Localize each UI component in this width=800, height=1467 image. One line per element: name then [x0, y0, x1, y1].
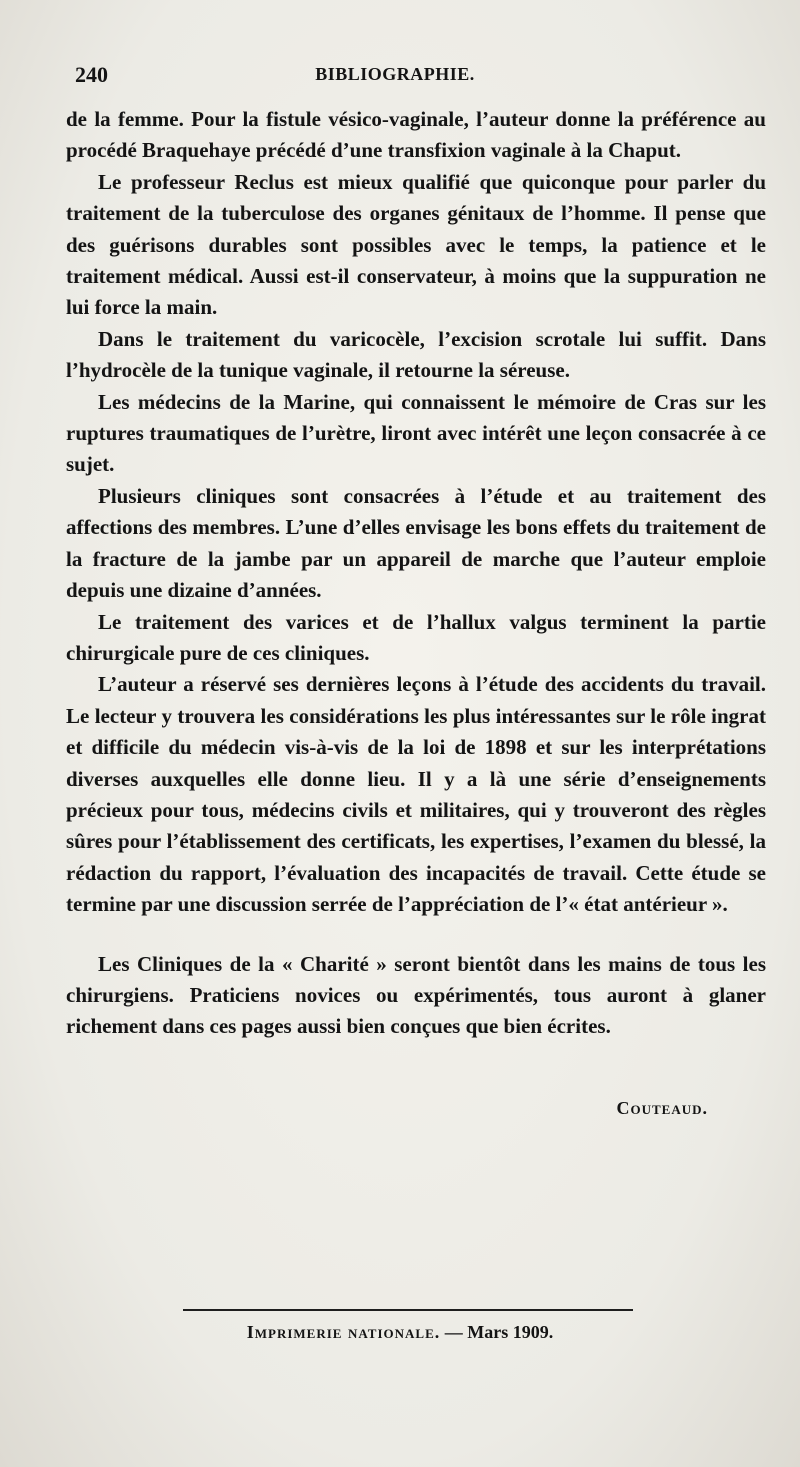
page-number: 240 — [75, 62, 108, 87]
paragraph: Les médecins de la Marine, qui connaissent le mémoire de Cras sur les ruptures traumatiques de l’urètre, liront avec intérêt une leçon consacrée à ce sujet. — [66, 389, 766, 477]
paragraph: Dans le traitement du varicocèle, l’excision scrotale lui suffit. Dans l’hydrocèle de la tunique vaginale, il retourne la séreuse. — [66, 326, 766, 383]
paragraph: L’auteur a réservé ses dernières leçons à l’étude des accidents du travail. Le lecteur y trouvera les considérations les plus intéressantes sur le rôle ingrat et difficile du médecin vis-à-vis de la loi de 1898 et sur les interprétations diverses auxquelles elle donne lieu. Il y a là une série d’enseignements précieux pour tous, médecins civils et militaires, qui y trouveront des règles sûres pour l’établissement des certificats, les expertises, l’examen du blessé, la rédaction du rapport, l’évaluation des incapacités de travail. Cette étude se termine par une discussion serrée de l’appréciation de l’« état antérieur ». — [66, 672, 766, 917]
page-header — [75, 62, 715, 92]
printer-name: Imprimerie nationale. — [246, 1322, 441, 1342]
paragraph: Le professeur Reclus est mieux qualifié que quiconque pour parler du traitement de la tuberculose des organes génitaux de l’homme. Il pense que des guérisons durables sont possibles avec le temps, la patience et le traitement médical. Aussi est-il conservateur, à moins que la suppuration ne lui force la main. — [66, 169, 766, 320]
paragraph: Le traitement des varices et de l’hallux valgus terminent la partie chirurgicale pure de ces cliniques. — [66, 609, 766, 665]
paragraph: de la femme. Pour la fistule vésico-vaginale, l’auteur donne la préférence au procédé Braquehaye précédé d’une transfixion vaginale à la Chaput. — [66, 107, 766, 163]
print-date: — Mars 1909. — [444, 1322, 554, 1342]
article-body — [66, 104, 766, 1043]
imprint-line — [0, 1322, 800, 1343]
author-signature: Couteaud. — [616, 1098, 708, 1118]
paragraph: Les Cliniques de la « Charité » seront bientôt dans les mains de tous les chirurgiens. Praticiens novices ou expérimentés, tous auront à glaner richement dans ces pages aussi bien conçues que bien écrites. — [66, 951, 766, 1039]
footer-rule — [183, 1309, 633, 1311]
running-title: BIBLIOGRAPHIE. — [315, 64, 475, 84]
paragraph: Plusieurs cliniques sont consacrées à l’étude et au traitement des affections des membres. L’une d’elles envisage les bons effets du traitement de la fracture de la jambe par un appareil de marche que l’auteur emploie depuis une dizaine d’années. — [66, 483, 766, 603]
